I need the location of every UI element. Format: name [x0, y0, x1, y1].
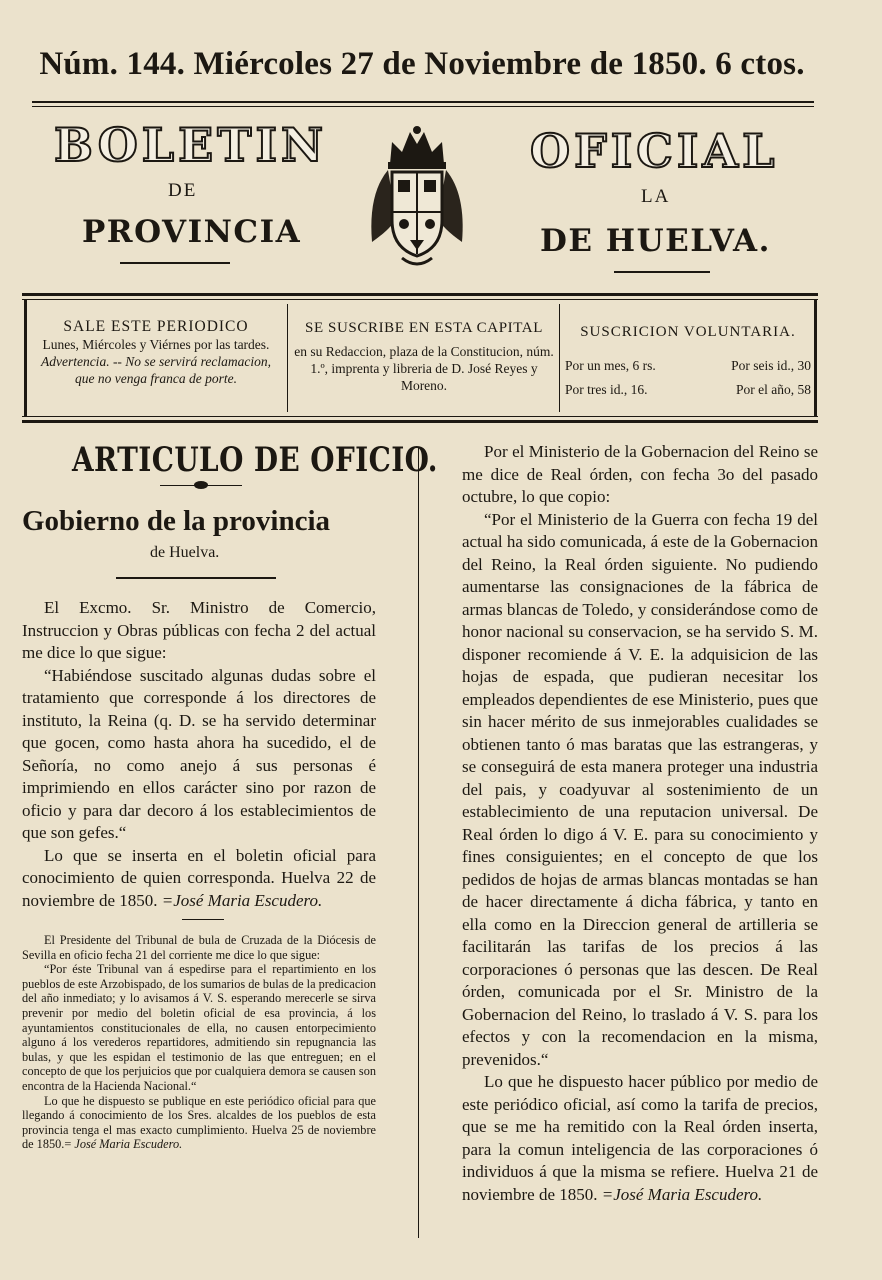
left-article-body: [22, 597, 376, 912]
right-paragraph-2: “Por el Ministerio de la Guerra con fecha 19 del actual ha sido comunicada, á este de la Gobernacion del Reino, la Real órden siguiente. No pudiendo aumentarse las consignaciones de la fábrica de armas blancas de Toledo, y considerándose como de honor nacional su conservacion, se ha servido S. M. disponer recomiende á V. E. la adquisicion de las hojas de espada, que pudieran necesitar los empleados dependientes de ese Ministerio, pues que sin hacer mérito de sus inmejorables cualidades se obtienen tanto ó mas baratas que las estrangeras, y se conseguirá de esta manera proteger una industria del pais, y coadyuvar al sostenimiento de un establecimiento de una reputacion universal. De Real órden lo digo á V. E. para su conocimiento y fines consiguientes; en el concepto de que los pedidos de hojas de armas blancas montadas se han de hacer directamente á dicha fábrica, y tanto en ella como en la Direccion general de artilleria se facilitarán las tarifas de los precios á las corporaciones ó personas que las descen. De Real órden, comunicada por el Sr. Ministro de la Gobernacion del Reino, lo traslado á V. S. para los efectos y con la recomendacion en la misma, prevenidos.“: [462, 509, 818, 1069]
info-divider-2: [559, 304, 560, 412]
info-inner-bottom: [22, 416, 818, 417]
column-divider: [418, 448, 419, 1238]
top-rule-thin: [32, 106, 814, 107]
right-paragraph-3-text: Lo que he dispuesto hacer público por medio de este periódico oficial, así como la tarifa de precios, que se me ha remitido con la Real órden inserta, para la comun inteligencia de las corporaciones ó individuos á que la misma se refiere. Huelva 21 de noviembre de 1850.: [462, 1072, 818, 1204]
masthead-rule-right: [614, 271, 710, 273]
masthead-boletin: BOLETIN: [54, 118, 328, 172]
masthead-oficial: OFICIAL: [530, 124, 779, 178]
ornament-dot: [194, 481, 208, 489]
price-six-months: Por seis id., 30: [731, 358, 811, 373]
right-article-body: [462, 441, 818, 1206]
info-box-suscricion-title: SUSCRICION VOLUNTARIA.: [580, 324, 796, 340]
info-box-periodico: [30, 318, 282, 387]
left-paragraph-3: [22, 845, 376, 913]
coat-of-arms-icon: [362, 124, 472, 270]
info-left-edge: [24, 300, 27, 416]
section-title-articulo: ARTICULO DE OFICIO.: [72, 440, 438, 480]
price-row-2: [565, 381, 811, 398]
left-paragraph-2: “Habiéndose suscitado algunas dudas sobre el tratamiento que corresponde á los directores de instituto, la Reina (q. D. se ha servido determinar que gocen, como hasta ahora ha sucedido, el de Señoría, no como anejo á sus personas é imprimiendo en ellos carácter sino por razon de oficio y para dar decoro á los establecimientos de que son gefes.“: [22, 665, 376, 842]
masthead-de: DE: [168, 180, 198, 201]
masthead-la: LA: [641, 186, 671, 207]
left-separator: [182, 919, 224, 920]
issue-line: Núm. 144. Miércoles 27 de Noviembre de 1850. 6 ctos.: [39, 46, 805, 82]
right-paragraph-3: [462, 1071, 818, 1206]
left-paragraph-3-signature: =José Maria Escudero.: [161, 890, 323, 910]
price-three-months: Por tres id., 16.: [565, 382, 648, 397]
info-box-suscribe: [294, 320, 554, 394]
small-paragraph-3-text: Lo que he dispuesto se publique en este periódico oficial para que llegando á conocimiento de los Sres. alcaldes de los pueblos de esta provincia tenga el mas exacto cumplimiento. Huelva 25 de noviembre de 1850.=: [22, 1093, 376, 1152]
right-paragraph-3-signature: =José Maria Escudero.: [601, 1184, 763, 1204]
small-paragraph-3-signature: José Maria Escudero.: [74, 1137, 183, 1152]
info-box-suscricion: [565, 324, 811, 398]
left-small-article: [22, 933, 376, 1152]
info-box-periodico-warning: Advertencia. -- No se servirá reclamacion, que no venga franca de porte.: [40, 354, 272, 386]
gobierno-title: Gobierno de la provincia: [22, 505, 331, 537]
info-box-suscribe-title: SE SUSCRIBE EN ESTA CAPITAL: [305, 320, 543, 336]
small-paragraph-1: El Presidente del Tribunal de bula de Cruzada de la Diócesis de Sevilla en oficio fecha 21 del corriente me dice lo que sigue:: [22, 933, 376, 962]
gobierno-subtitle: de Huelva.: [150, 544, 220, 561]
masthead-provincia: PROVINCIA: [82, 214, 302, 250]
masthead-de-huelva: DE HUELVA.: [540, 223, 771, 259]
price-year: Por el año, 58: [736, 382, 811, 397]
info-right-edge: [814, 300, 817, 416]
info-inner-top: [22, 299, 818, 300]
right-paragraph-1: Por el Ministerio de la Gobernacion del Reino se me dice de Real órden, con fecha 3o del pasado octubre, lo que copio:: [462, 442, 818, 506]
small-paragraph-3: [22, 1094, 376, 1152]
info-divider-1: [287, 304, 288, 412]
price-month: Por un mes, 6 rs.: [565, 358, 656, 373]
gobierno-rule: [116, 577, 276, 579]
masthead-rule-left: [120, 262, 230, 264]
info-box-periodico-text: Lunes, Miércoles y Viérnes por las tardes.: [42, 337, 270, 352]
left-paragraph-3-text: Lo que se inserta en el boletin oficial para conocimiento de quien corresponda. Huelva 22 de noviembre de 1850.: [22, 845, 376, 910]
info-box-suscribe-text: en su Redaccion, plaza de la Constitucion, núm. 1.º, imprenta y libreria de D. José Reyes y Moreno.: [294, 344, 554, 393]
left-paragraph-1: El Excmo. Sr. Ministro de Comercio, Instruccion y Obras públicas con fecha 2 del actual me dice lo que sigue:: [22, 598, 376, 662]
price-row-1: [565, 357, 811, 374]
info-box-periodico-title: SALE ESTE PERIODICO: [63, 318, 249, 335]
top-rule: [32, 101, 814, 103]
small-paragraph-2: “Por éste Tribunal van á espedirse para el repartimiento en los pueblos de este Arzobispado, de los sumarios de bulas de la predicacion del año inmediato; y lo avisamos á V. S. esperando merecerle se sirva prevenir por medio del boletin oficial de esa provincia, á los ayuntamientos constitucionales de ella, no causen entorpecimiento alguno á los verederos repartidores, admitiendo sin repugnancia las bulas, y que les espidan el testimonio de las que entreguen; en el concepto de que los perjuicios que por cualquiera demora se causen son encontra de la Hacienda Nacional.“: [22, 962, 376, 1093]
